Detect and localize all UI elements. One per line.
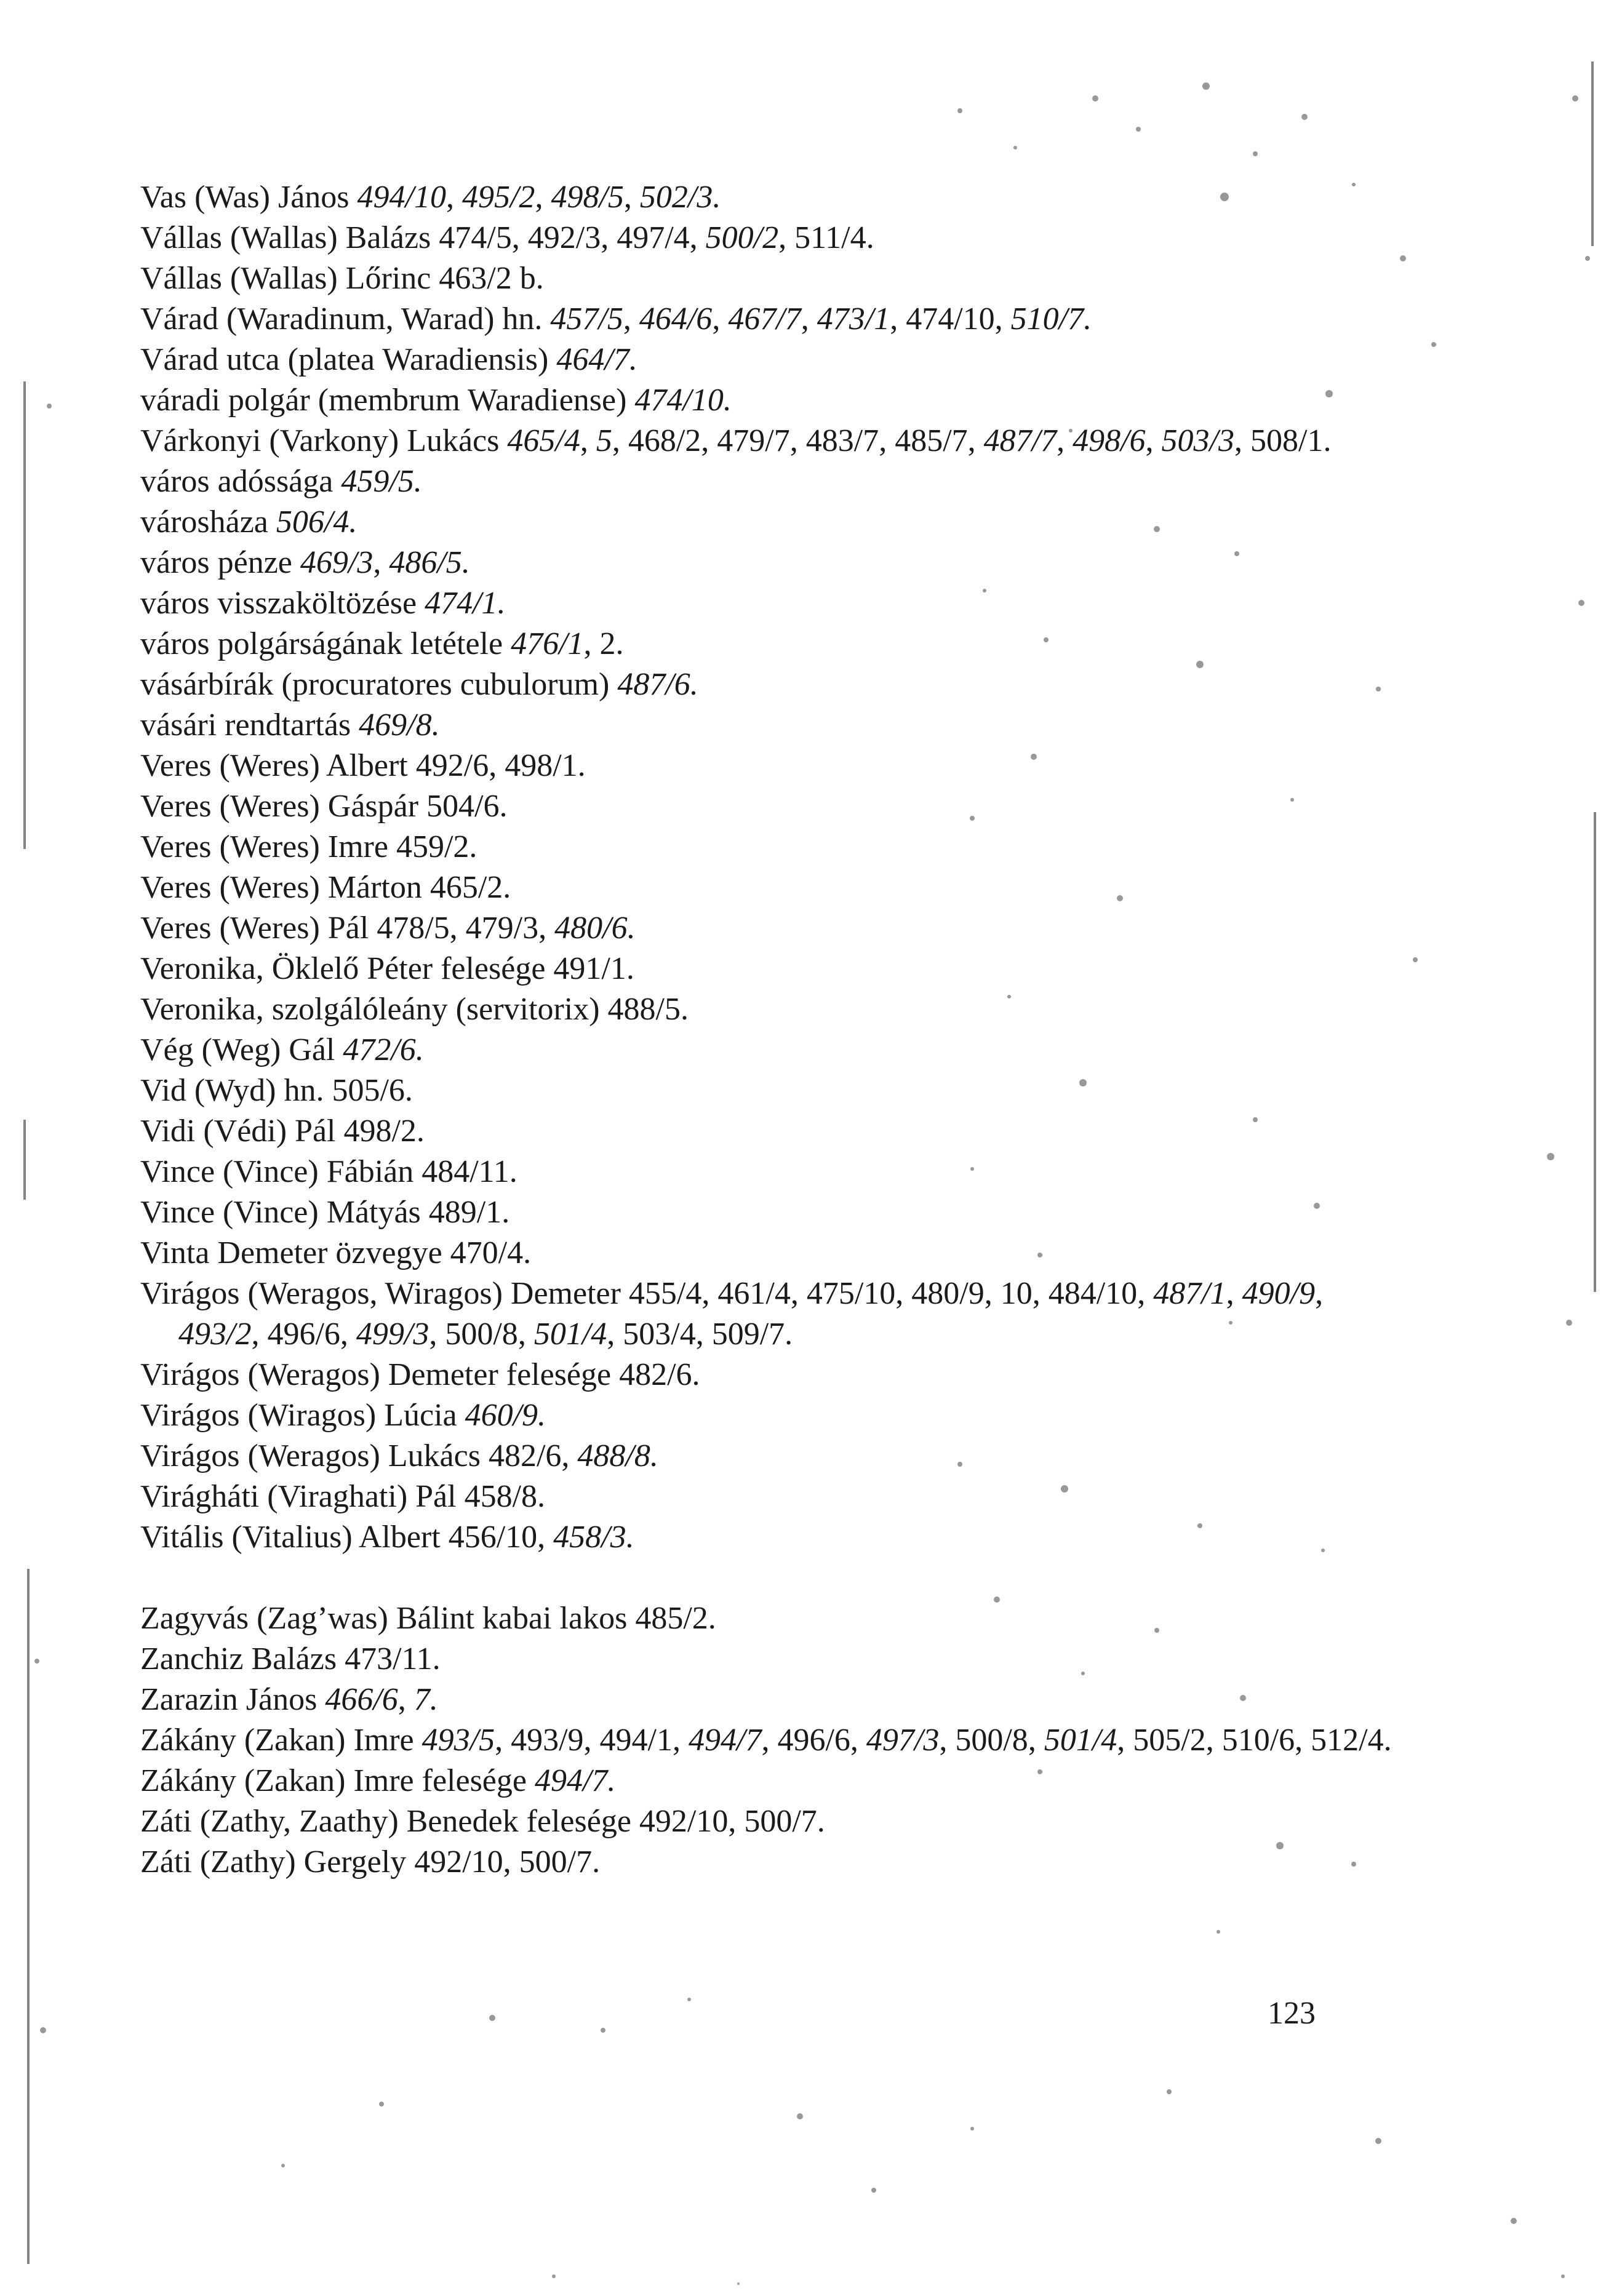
entry-name: Várad (Waradinum, Warad) hn.: [140, 301, 543, 337]
entry-name: Vitális (Vitalius) Albert: [140, 1520, 441, 1555]
index-entry: [140, 461, 1402, 502]
page-reference: 468/2: [628, 423, 701, 458]
index-entry: Várad (Waradinum, Warad) hn. 457/5, 464/6, 467/7, 473/1, 474/10, 510/7.: [140, 301, 1092, 337]
index-entry: [140, 1477, 1402, 1517]
index-entry: Vállas (Wallas) Balázs 474/5, 492/3, 497/4, 500/2, 511/4.: [140, 220, 874, 255]
page-reference: 485/7: [895, 423, 968, 458]
index-entry: [140, 380, 1402, 421]
page-number: 123: [1268, 1996, 1316, 2031]
index-entry: Vitális (Vitalius) Albert 456/10, 458/3.: [140, 1520, 634, 1555]
page-reference: 493/9: [511, 1723, 584, 1758]
index-entry: Vas (Was) János 494/10, 495/2, 498/5, 502/3.: [140, 180, 721, 215]
entry-name: Vég (Weg) Gál: [140, 1032, 335, 1067]
page-reference: 498/1.: [505, 748, 586, 783]
index-entry: Záti (Zathy) Gergely 492/10, 500/7.: [140, 1844, 601, 1879]
entry-name: Vince (Vince) Fábián: [140, 1154, 414, 1189]
entry-name: Virágháti (Viraghati) Pál: [140, 1479, 457, 1514]
entry-name: város polgárságának letétele: [140, 626, 503, 661]
page-reference: 487/1: [1153, 1276, 1226, 1311]
page-reference: 467/7: [728, 301, 801, 337]
index-entry: [140, 705, 1402, 746]
index-entry: [140, 827, 1402, 867]
index-entry: [140, 502, 1402, 543]
page-reference: 10: [1000, 1276, 1033, 1311]
entry-name: Várkonyi (Varkony) Lukács: [140, 423, 500, 458]
index-entry: [140, 1761, 1402, 1801]
page-reference: 476/1: [511, 626, 584, 661]
page-reference: 501/4: [533, 1317, 607, 1352]
page-reference: 460/9.: [465, 1398, 546, 1433]
page-reference: 497/3: [866, 1723, 940, 1758]
page-reference: 498/2.: [343, 1114, 425, 1149]
index-entry: város polgárságának letétele 476/1, 2.: [140, 626, 624, 661]
index-entry: Veres (Weres) Albert 492/6, 498/1.: [140, 748, 586, 783]
index-entry: Várkonyi (Varkony) Lukács 465/4, 5, 468/2, 479/7, 483/7, 485/7, 487/7, 498/6, 503/3, 508/1.: [140, 423, 1332, 458]
page-reference: 455/4: [628, 1276, 702, 1311]
page-reference: 475/10: [806, 1276, 896, 1311]
page-reference: 500/2: [705, 220, 779, 255]
page-reference: 473/11.: [345, 1641, 441, 1676]
entry-name: Záti (Zathy, Zaathy) Benedek felesége: [140, 1804, 631, 1839]
entry-name: Vince (Vince) Mátyás: [140, 1195, 421, 1230]
page-reference: 474/1.: [425, 586, 506, 621]
entry-name: Záti (Zathy) Gergely: [140, 1844, 407, 1879]
page-reference: 463/2 b.: [439, 261, 544, 296]
entry-name: város adóssága: [140, 464, 334, 499]
page-reference: 478/5: [377, 911, 450, 946]
entry-name: Zarazin János: [140, 1682, 318, 1717]
entry-name: vásárbírák (procuratores cubulorum): [140, 667, 610, 702]
page-reference: 502/3.: [639, 180, 721, 215]
index-entry: Virágos (Weragos) Lukács 482/6, 488/8.: [140, 1438, 658, 1473]
page-reference: 494/7: [689, 1723, 762, 1758]
page-reference: 505/2: [1133, 1723, 1206, 1758]
page-reference: 470/4.: [450, 1235, 532, 1270]
index-list: [140, 177, 1402, 1883]
page-reference: 457/5: [550, 301, 623, 337]
page-reference: 5: [596, 423, 612, 458]
page-reference: 458/8.: [464, 1479, 546, 1514]
page-reference: 466/6: [325, 1682, 398, 1717]
page-reference: 505/6.: [332, 1073, 413, 1108]
entry-name: Virágos (Wiragos) Lúcia: [140, 1398, 457, 1433]
page-reference: 493/5: [421, 1723, 495, 1758]
page-reference: 504/6.: [426, 789, 508, 824]
page-reference: 465/4: [507, 423, 580, 458]
page-reference: 511/4.: [794, 220, 874, 255]
entry-name: vásári rendtartás: [140, 708, 351, 743]
page-reference: 510/6: [1221, 1723, 1295, 1758]
page-reference: 474/10: [906, 301, 995, 337]
page-reference: 500/7.: [519, 1844, 601, 1879]
page-reference: 459/2.: [396, 829, 477, 864]
page-reference: 500/7.: [744, 1804, 825, 1839]
page-reference: 494/10: [357, 180, 446, 215]
page-reference: 498/5: [551, 180, 624, 215]
index-section-z: [140, 1598, 1402, 1883]
entry-name: Vállas (Wallas) Balázs: [140, 220, 431, 255]
page-reference: 464/7.: [556, 342, 637, 377]
page-reference: 458/3.: [553, 1520, 634, 1555]
index-entry: Záti (Zathy, Zaathy) Benedek felesége 492/10, 500/7.: [140, 1804, 825, 1839]
index-entry: [140, 258, 1402, 299]
entry-name: Vid (Wyd) hn.: [140, 1073, 324, 1108]
entry-name: Zákány (Zakan) Imre felesége: [140, 1763, 527, 1798]
entry-name: Veronika, szolgálóleány (servitorix): [140, 992, 600, 1027]
index-entry: [140, 949, 1402, 989]
page-reference: 497/4: [617, 220, 690, 255]
page-reference: 486/5.: [389, 545, 470, 580]
page-reference: 465/2.: [429, 870, 511, 905]
page-reference: 503/3: [1161, 423, 1234, 458]
page-reference: 498/6: [1073, 423, 1146, 458]
entry-name: váradi polgár (membrum Waradiense): [140, 383, 627, 418]
page-reference: 473/1: [817, 301, 890, 337]
page-reference: 472/6.: [343, 1032, 424, 1067]
page-reference: 500/8: [955, 1723, 1028, 1758]
index-entry: Zákány (Zakan) Imre 493/5, 493/9, 494/1, 494/7, 496/6, 497/3, 500/8, 501/4, 505/2, 510/6, 512/4.: [140, 1723, 1392, 1758]
index-entry: város pénze 469/3, 486/5.: [140, 545, 470, 580]
entry-name: Várad utca (platea Waradiensis): [140, 342, 549, 377]
page-reference: 500/8: [445, 1317, 518, 1352]
index-entry: [140, 1233, 1402, 1274]
page-reference: 503/4: [623, 1317, 696, 1352]
entry-name: Virágos (Weragos) Lukács: [140, 1438, 481, 1473]
page-reference: 482/6: [488, 1438, 562, 1473]
page-reference: 483/7: [805, 423, 879, 458]
index-entry: [140, 583, 1402, 624]
entry-name: Vas (Was) János: [140, 180, 350, 215]
entry-name: Virágos (Weragos) Demeter felesége: [140, 1357, 612, 1392]
page-reference: 494/7.: [534, 1763, 616, 1798]
page-reference: 509/7.: [711, 1317, 793, 1352]
index-entry: [140, 1598, 1402, 1639]
entry-name: Veres (Weres) Gáspár: [140, 789, 419, 824]
page-reference: 484/11.: [421, 1154, 517, 1189]
page-reference: 499/3: [356, 1317, 429, 1352]
entry-name: Vállas (Wallas) Lőrinc: [140, 261, 431, 296]
entry-name: Veronika, Öklelő Péter felesége: [140, 951, 546, 986]
page-reference: 469/3: [300, 545, 374, 580]
page-reference: 494/1: [599, 1723, 673, 1758]
page-reference: 496/6: [777, 1723, 850, 1758]
index-entry: [140, 340, 1402, 380]
page-reference: 474/10.: [634, 383, 732, 418]
entry-name: Zákány (Zakan) Imre: [140, 1723, 414, 1758]
page-reference: 496/6: [267, 1317, 340, 1352]
entry-name: Vinta Demeter özvegye: [140, 1235, 442, 1270]
index-entry: [140, 1111, 1402, 1152]
index-entry: [140, 989, 1402, 1030]
page-reference: 512/4.: [1311, 1723, 1392, 1758]
entry-name: Vidi (Védi) Pál: [140, 1114, 336, 1149]
index-section-v: [140, 177, 1402, 1558]
page-reference: 479/7: [717, 423, 790, 458]
page-reference: 508/1.: [1250, 423, 1332, 458]
page-reference: 493/2: [178, 1317, 252, 1352]
index-entry: [140, 786, 1402, 827]
page-reference: 474/5: [439, 220, 512, 255]
entry-name: város visszaköltözése: [140, 586, 417, 621]
page-reference: 487/6.: [617, 667, 698, 702]
page-reference: 488/8.: [577, 1438, 658, 1473]
page-reference: 510/7.: [1010, 301, 1092, 337]
page-reference: 484/10: [1048, 1276, 1138, 1311]
page-reference: 506/4.: [276, 504, 358, 540]
page-reference: 492/10: [639, 1804, 729, 1839]
page-reference: 456/10: [448, 1520, 538, 1555]
page-reference: 491/1.: [553, 951, 634, 986]
index-entry: Virágos (Weragos, Wiragos) Demeter 455/4, 461/4, 475/10, 480/9, 10, 484/10, 487/1, 490/9, 493/2, 496/6, 499/3, 500/8, 501/4, 503/4, 509/7.: [140, 1276, 1324, 1352]
section-gap: [140, 1558, 1402, 1598]
index-entry: [140, 1070, 1402, 1111]
page-reference: 485/2.: [635, 1601, 716, 1636]
entry-name: Virágos (Weragos, Wiragos) Demeter: [140, 1276, 621, 1311]
entry-name: városháza: [140, 504, 268, 540]
page-reference: 461/4: [717, 1276, 791, 1311]
entry-name: Veres (Weres) Albert: [140, 748, 408, 783]
page-reference: 492/6: [415, 748, 489, 783]
page-reference: 490/9: [1242, 1276, 1316, 1311]
page-reference: 479/3: [465, 911, 539, 946]
index-entry: [140, 1030, 1402, 1070]
page-reference: 487/7: [983, 423, 1057, 458]
page-reference: 464/6: [639, 301, 713, 337]
page-reference: 7.: [413, 1682, 438, 1717]
index-entry: [140, 1192, 1402, 1233]
index-entry: [140, 1355, 1402, 1395]
index-entry: [140, 1639, 1402, 1680]
index-entry: [140, 867, 1402, 908]
page-reference: 482/6.: [619, 1357, 700, 1392]
index-entry: [140, 1395, 1402, 1436]
index-entry: [140, 664, 1402, 705]
entry-name: Veres (Weres) Pál: [140, 911, 369, 946]
page-reference: 492/3: [527, 220, 601, 255]
entry-name: Zagyvás (Zag’was) Bálint kabai lakos: [140, 1601, 628, 1636]
page-reference: 480/6.: [554, 911, 636, 946]
index-entry: Veres (Weres) Pál 478/5, 479/3, 480/6.: [140, 911, 636, 946]
page-reference: 492/10: [414, 1844, 503, 1879]
page-reference: 489/1.: [428, 1195, 510, 1230]
index-entry: [140, 1152, 1402, 1192]
page-reference: 2.: [599, 626, 624, 661]
entry-name: Veres (Weres) Márton: [140, 870, 422, 905]
entry-name: város pénze: [140, 545, 292, 580]
index-entry: Zarazin János 466/6, 7.: [140, 1682, 438, 1717]
entry-name: Veres (Weres) Imre: [140, 829, 388, 864]
page-reference: 469/8.: [359, 708, 440, 743]
page-reference: 488/5.: [607, 992, 689, 1027]
page-reference: 459/5.: [341, 464, 422, 499]
entry-name: Zanchiz Balázs: [140, 1641, 337, 1676]
page-reference: 495/2: [461, 180, 535, 215]
page-reference: 480/9: [911, 1276, 985, 1311]
page-reference: 501/4: [1044, 1723, 1117, 1758]
